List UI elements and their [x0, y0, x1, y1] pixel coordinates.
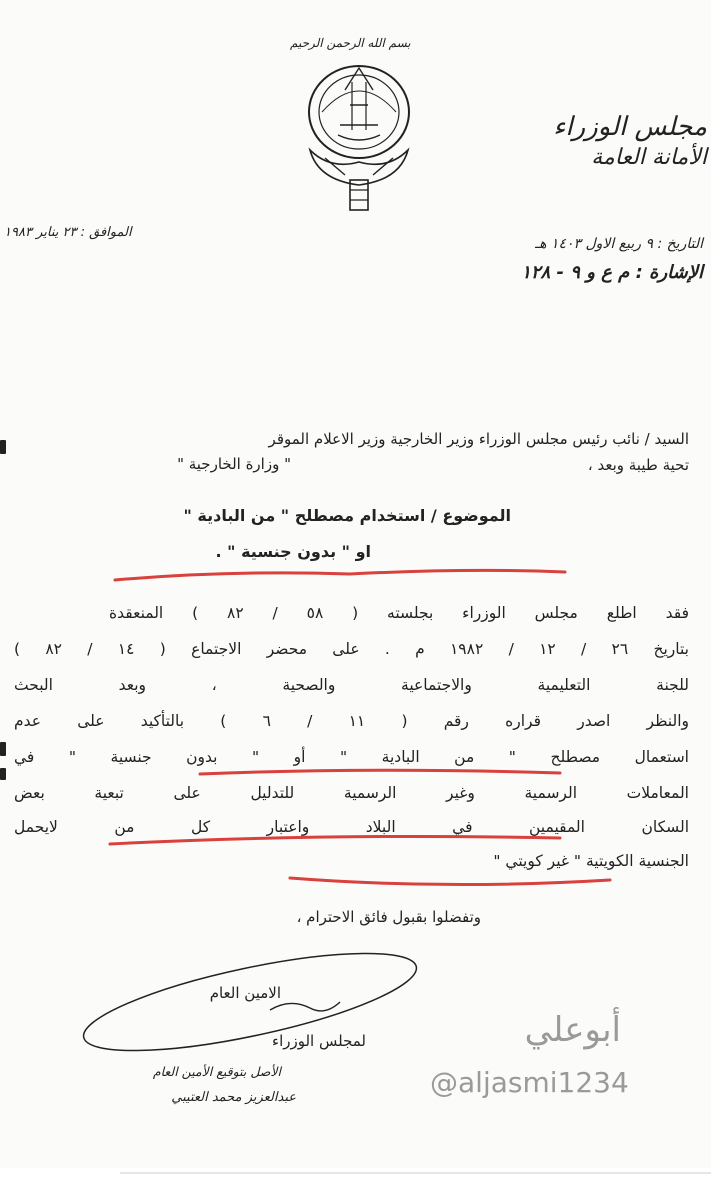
- edge-mark-2: [0, 742, 6, 756]
- certification-note: الأصل بتوقيع الأمين العام: [152, 1064, 281, 1079]
- body-line-1: فقد اطلع مجلس الوزراء بجلسته ( ٥٨ / ٨٢ ) المنعقدة: [109, 604, 689, 622]
- greeting: تحية طيبة وبعد ،: [587, 456, 689, 474]
- watermark-name: أبوعلي: [524, 1010, 621, 1050]
- body-line-6: المعاملات الرسمية وغير الرسمية للتدليل على تبعية بعض: [14, 784, 689, 802]
- red-underline-body-3: [285, 868, 615, 892]
- subject-line-1: الموضوع / استخدام مصطلح " من البادية ": [183, 506, 511, 525]
- signature-scribble-icon: [60, 940, 440, 1070]
- signatory-council: لمجلس الوزراء: [272, 1032, 366, 1050]
- signatory-name: عبدالعزيز محمد العتيبي: [171, 1090, 296, 1105]
- gregorian-date: الموافق : ٢٣ يناير ١٩٨٣: [4, 225, 132, 240]
- basmala: بسم الله الرحمن الرحيم: [290, 36, 411, 50]
- hijri-date: التاريخ : ٩ ربيع الاول ١٤٠٣ هـ: [534, 236, 703, 252]
- signatory-title: الامين العام: [209, 984, 281, 1002]
- screenshot-bottom-bar: [0, 1168, 711, 1200]
- closing: وتفضلوا بقبول فائق الاحترام ،: [296, 908, 481, 926]
- subject-line-2: او " بدون جنسية " .: [215, 542, 371, 561]
- red-underline-body-1: [195, 764, 565, 784]
- watermark-handle: @aljasmi1234: [430, 1066, 629, 1099]
- org-department: الأمانة العامة: [591, 145, 707, 170]
- reference-number: الإشارة : م ع و ٩ - ١٢٨: [521, 262, 703, 283]
- body-line-4: والنظر اصدر قراره رقم ( ١١ / ٦ ) بالتأكيد على عدم: [14, 712, 689, 730]
- red-underline-body-2: [105, 828, 565, 854]
- body-line-2: بتاريخ ٢٦ / ١٢ / ١٩٨٢ م . على محضر الاجتماع ( ١٤ / ٨٢ ): [14, 640, 689, 658]
- body-line-5: استعمال مصطلح " من البادية " أو " بدون جنسية " في: [14, 748, 689, 766]
- org-name: مجلس الوزراء: [553, 112, 707, 142]
- body-line-3: للجنة التعليمية والاجتماعية والصحية ، وبعد البحث: [14, 676, 689, 694]
- addressee-ministry: " وزارة الخارجية ": [177, 455, 291, 473]
- body-line-8: الجنسية الكويتية " غير كويتي ": [493, 852, 689, 870]
- addressee: السيد / نائب رئيس مجلس الوزراء وزير الخارجية وزير الاعلام الموقر: [268, 430, 689, 448]
- state-emblem-icon: [300, 50, 418, 218]
- body-line-7: السكان المقيمين في البلاد واعتبار كل من لايحمل: [14, 818, 689, 836]
- edge-mark-3: [0, 768, 6, 780]
- edge-mark-1: [0, 440, 6, 454]
- red-underline-subject: [110, 566, 570, 590]
